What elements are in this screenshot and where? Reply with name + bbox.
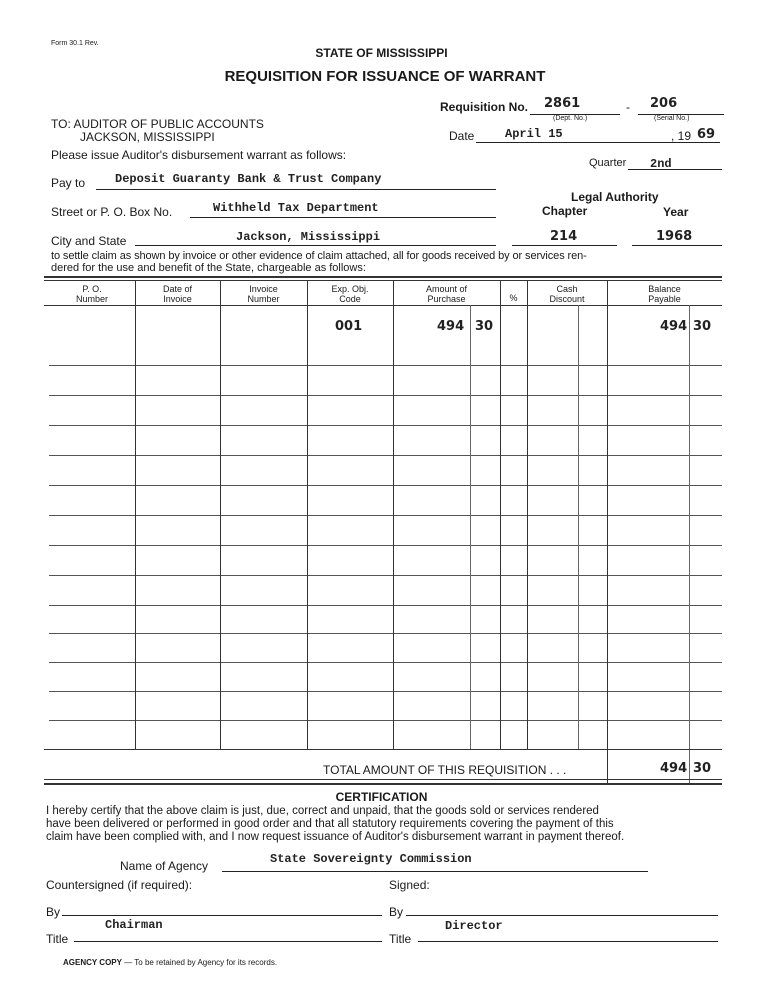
street-line — [190, 217, 496, 218]
dept-no-caption: (Dept. No.) — [553, 115, 588, 122]
total-label: TOTAL AMOUNT OF THIS REQUISITION . . . — [323, 763, 567, 777]
header-percent: % — [509, 293, 518, 303]
countersigned-label: Countersigned (if required): — [46, 878, 193, 892]
quarter-label: Quarter — [589, 157, 627, 169]
col-divider — [607, 280, 608, 785]
by-label-right: By — [389, 905, 404, 919]
to-line-2: JACKSON, MISSISSIPPI — [80, 130, 215, 144]
title-label-left: Title — [46, 932, 69, 946]
date-value: April 15 — [505, 127, 563, 141]
requisition-label: Requisition No. — [440, 100, 528, 114]
row-line — [49, 545, 722, 546]
certification-line-1: I hereby certify that the above claim is just, due, correct and unpaid, that the goods sold or services rendered — [46, 805, 599, 817]
to-line-1: TO: AUDITOR OF PUBLIC ACCOUNTS — [51, 117, 264, 131]
settle-text-2: dered for the use and benefit of the State, chargeable as follows: — [51, 262, 366, 274]
header-invoice-number: Invoice Number — [247, 284, 280, 304]
row1-balance-dollars: 494 — [660, 319, 688, 334]
year-value: 1968 — [656, 229, 693, 244]
table-header-line — [44, 305, 722, 306]
serial-no-value: 206 — [650, 96, 678, 111]
chapter-line — [512, 245, 617, 246]
city-line — [135, 245, 496, 246]
row-line — [49, 485, 722, 486]
city-label: City and State — [51, 234, 127, 248]
col-divider — [689, 305, 690, 785]
agency-label: Name of Agency — [120, 859, 209, 873]
year-line — [632, 245, 722, 246]
date-year-prefix: , 19 — [671, 129, 692, 143]
col-divider — [470, 305, 471, 749]
street-value: Withheld Tax Department — [213, 201, 379, 215]
header-po: P. O. Number — [75, 284, 108, 304]
footer-agency-copy: AGENCY COPY — [63, 958, 122, 967]
certification-line-3: claim have been complied with, and I now request issuance of Auditor's disbursement warrant in payment thereof. — [46, 831, 625, 843]
row1-amount-cents: 30 — [475, 319, 494, 334]
col-divider — [500, 280, 501, 749]
quarter-line — [628, 169, 722, 170]
footer — [63, 958, 277, 967]
row-line — [49, 395, 722, 396]
row1-amount-dollars: 494 — [437, 319, 465, 334]
dept-no-value: 2861 — [544, 96, 581, 111]
row-line — [49, 365, 722, 366]
header-balance-payable: Balance Payable — [648, 284, 681, 304]
agency-line — [222, 871, 648, 872]
by-label-left: By — [46, 905, 61, 919]
serial-no-caption: (Serial No.) — [654, 115, 690, 122]
pay-to-value: Deposit Guaranty Bank & Trust Company — [115, 172, 382, 186]
year-label: Year — [663, 205, 689, 219]
left-title-value: Chairman — [105, 918, 163, 932]
row-line — [49, 575, 722, 576]
total-dollars: 494 — [660, 761, 688, 776]
row-line — [49, 633, 722, 634]
pay-to-label: Pay to — [51, 176, 86, 190]
header-cash-discount: Cash Discount — [549, 284, 585, 304]
signed-label: Signed: — [389, 878, 430, 892]
form-title: REQUISITION FOR ISSUANCE OF WARRANT — [224, 68, 546, 85]
row1-exp-code: 001 — [335, 319, 363, 334]
header-amount-of-purchase: Amount of Purchase — [425, 284, 468, 304]
by-line-right[interactable] — [406, 915, 718, 916]
date-year-value: 69 — [697, 127, 716, 142]
title-line-right[interactable] — [418, 941, 718, 942]
city-value: Jackson, Mississippi — [236, 230, 381, 244]
row1-balance-cents: 30 — [693, 319, 712, 334]
col-divider — [393, 280, 394, 749]
title-label-right: Title — [389, 932, 412, 946]
col-divider — [307, 280, 308, 749]
col-divider — [220, 280, 221, 749]
chapter-label: Chapter — [542, 204, 588, 218]
title-line-left[interactable] — [74, 941, 382, 942]
settle-text-1: to settle claim as shown by invoice or other evidence of claim attached, all for goods received by or services ren- — [51, 250, 587, 262]
pay-to-line — [96, 189, 496, 190]
footer-text: — To be retained by Agency for its records. — [124, 958, 278, 967]
row-line — [49, 720, 722, 721]
row-line — [49, 515, 722, 516]
requisition-dash: - — [626, 100, 630, 114]
date-label: Date — [449, 129, 475, 143]
state-heading: STATE OF MISSISSIPPI — [315, 46, 448, 60]
legal-authority-label: Legal Authority — [571, 190, 659, 204]
agency-value: State Sovereignty Commission — [270, 852, 472, 866]
by-line-left[interactable] — [62, 915, 382, 916]
col-divider — [527, 280, 528, 749]
total-cents: 30 — [693, 761, 712, 776]
chapter-value: 214 — [550, 229, 578, 244]
row-line — [49, 605, 722, 606]
row-line — [49, 691, 722, 692]
form-number: Form 30.1 Rev. — [51, 40, 99, 47]
street-label: Street or P. O. Box No. — [51, 205, 173, 219]
col-divider — [135, 280, 136, 749]
certification-line-2: have been delivered or performed in good order and that all statutory requirements covering the payment of this — [46, 818, 614, 830]
col-divider — [578, 305, 579, 749]
row-line — [49, 425, 722, 426]
row-line — [49, 455, 722, 456]
right-title-value: Director — [445, 919, 503, 933]
instruction-text: Please issue Auditor's disbursement warrant as follows: — [51, 148, 347, 162]
total-line-2 — [44, 783, 722, 785]
table-bottom-line — [44, 749, 722, 750]
row-line — [49, 662, 722, 663]
quarter-value: 2nd — [650, 157, 672, 171]
table-top-line — [44, 276, 722, 278]
certification-heading: CERTIFICATION — [335, 790, 428, 804]
table-top-line-2 — [44, 280, 722, 281]
header-exp-obj-code: Exp. Obj. Code — [331, 284, 369, 304]
header-date-of-invoice: Date of Invoice — [162, 284, 193, 304]
total-line — [44, 779, 722, 780]
